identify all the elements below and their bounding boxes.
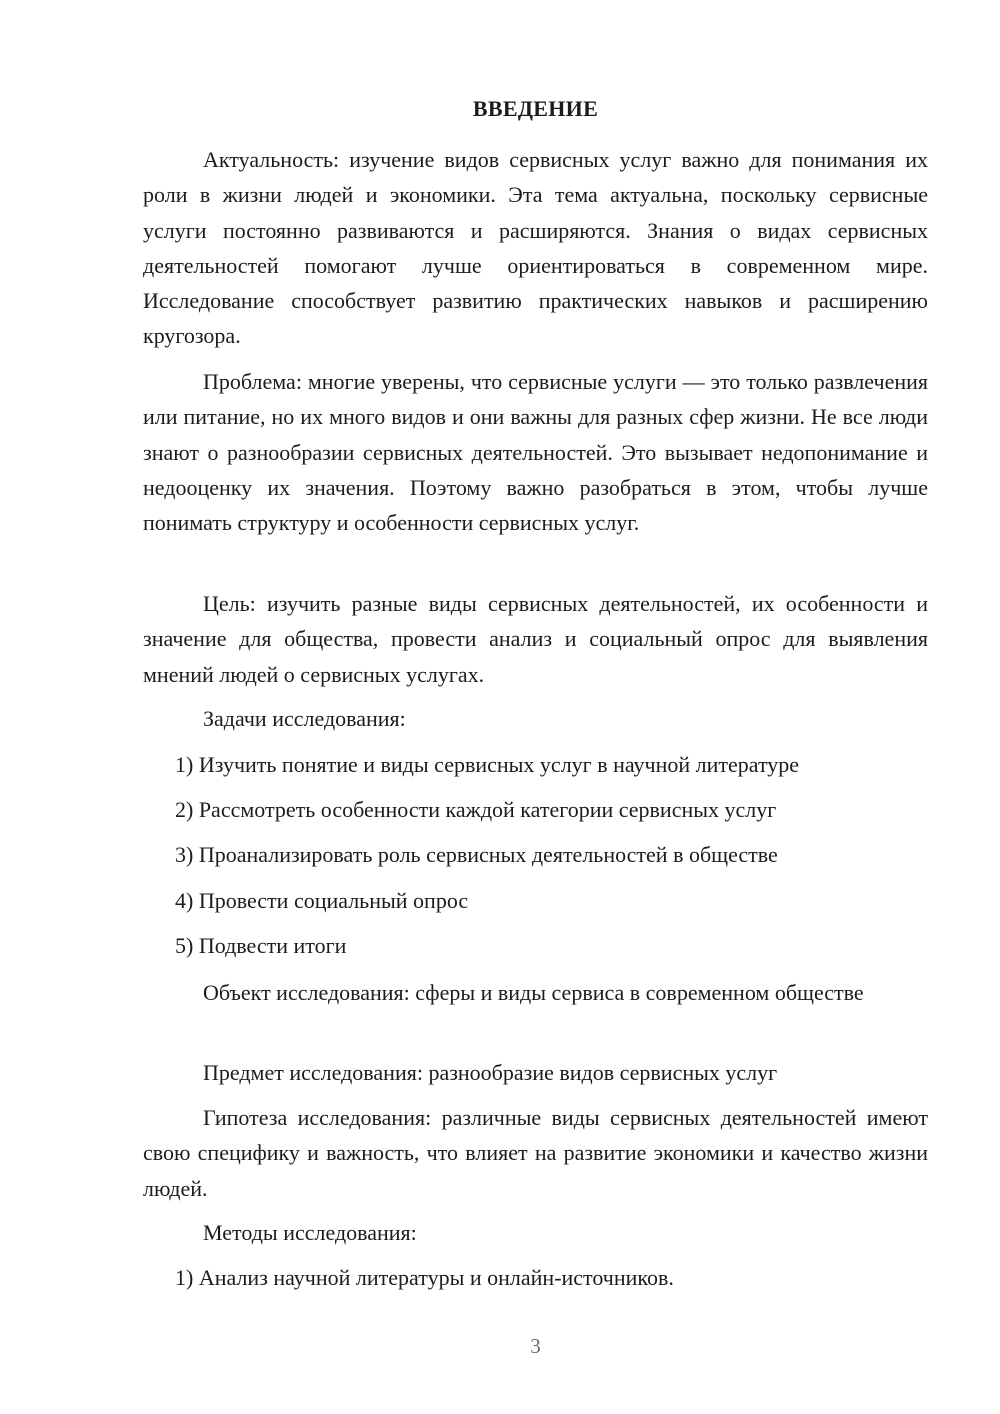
task-item: 5) Подвести итоги [175, 933, 347, 958]
paragraph-hypothesis: Гипотеза исследования: различные виды сервисных деятельностей имеют свою специфику и важность, что влияет на развитие экономики и качество жизни людей. [143, 1105, 928, 1201]
method-item: 1) Анализ научной литературы и онлайн-источников. [175, 1265, 674, 1290]
paragraph-problem: Проблема: многие уверены, что сервисные услуги — это только развлечения или питание, но их много видов и они важны для разных сфер жизни. Не все люди знают о разнообразии сервисных деятельностей. Это вызывает недопонимание и недооценку их значения. Поэтому важно разобраться в этом, чтобы лучше понимать структуру и особенности сервисных услуг. [143, 369, 928, 536]
task-item: 1) Изучить понятие и виды сервисных услуг в научной литературе [175, 752, 800, 777]
paragraph-goal: Цель: изучить разные виды сервисных деятельностей, их особенности и значение для общества, провести анализ и социальный опрос для выявления мнений людей о сервисных услугах. [143, 591, 928, 687]
paragraph-subject: Предмет исследования: разнообразие видов сервисных услуг [203, 1060, 778, 1085]
paragraph-object: Объект исследования: сферы и виды сервиса в современном обществе [203, 980, 864, 1005]
page-number: 3 [530, 1334, 541, 1358]
task-item: 4) Провести социальный опрос [175, 888, 469, 913]
document-page [143, 0, 928, 1414]
tasks-title: Задачи исследования: [203, 706, 406, 731]
paragraph-relevance: Актуальность: изучение видов сервисных услуг важно для понимания их роли в жизни людей и экономики. Эта тема актуальна, поскольку сервисные услуги постоянно развиваются и расширяются. Знания о видах сервисных деятельностей помогают лучше ориентироваться в современном мире. Исследование способствует развитию практических навыков и расширению кругозора. [143, 147, 928, 349]
methods-title: Методы исследования: [203, 1220, 417, 1245]
task-item: 3) Проанализировать роль сервисных деятельностей в обществе [175, 842, 778, 867]
task-item: 2) Рассмотреть особенности каждой категории сервисных услуг [175, 797, 777, 822]
section-heading: ВВЕДЕНИЕ [472, 96, 599, 121]
